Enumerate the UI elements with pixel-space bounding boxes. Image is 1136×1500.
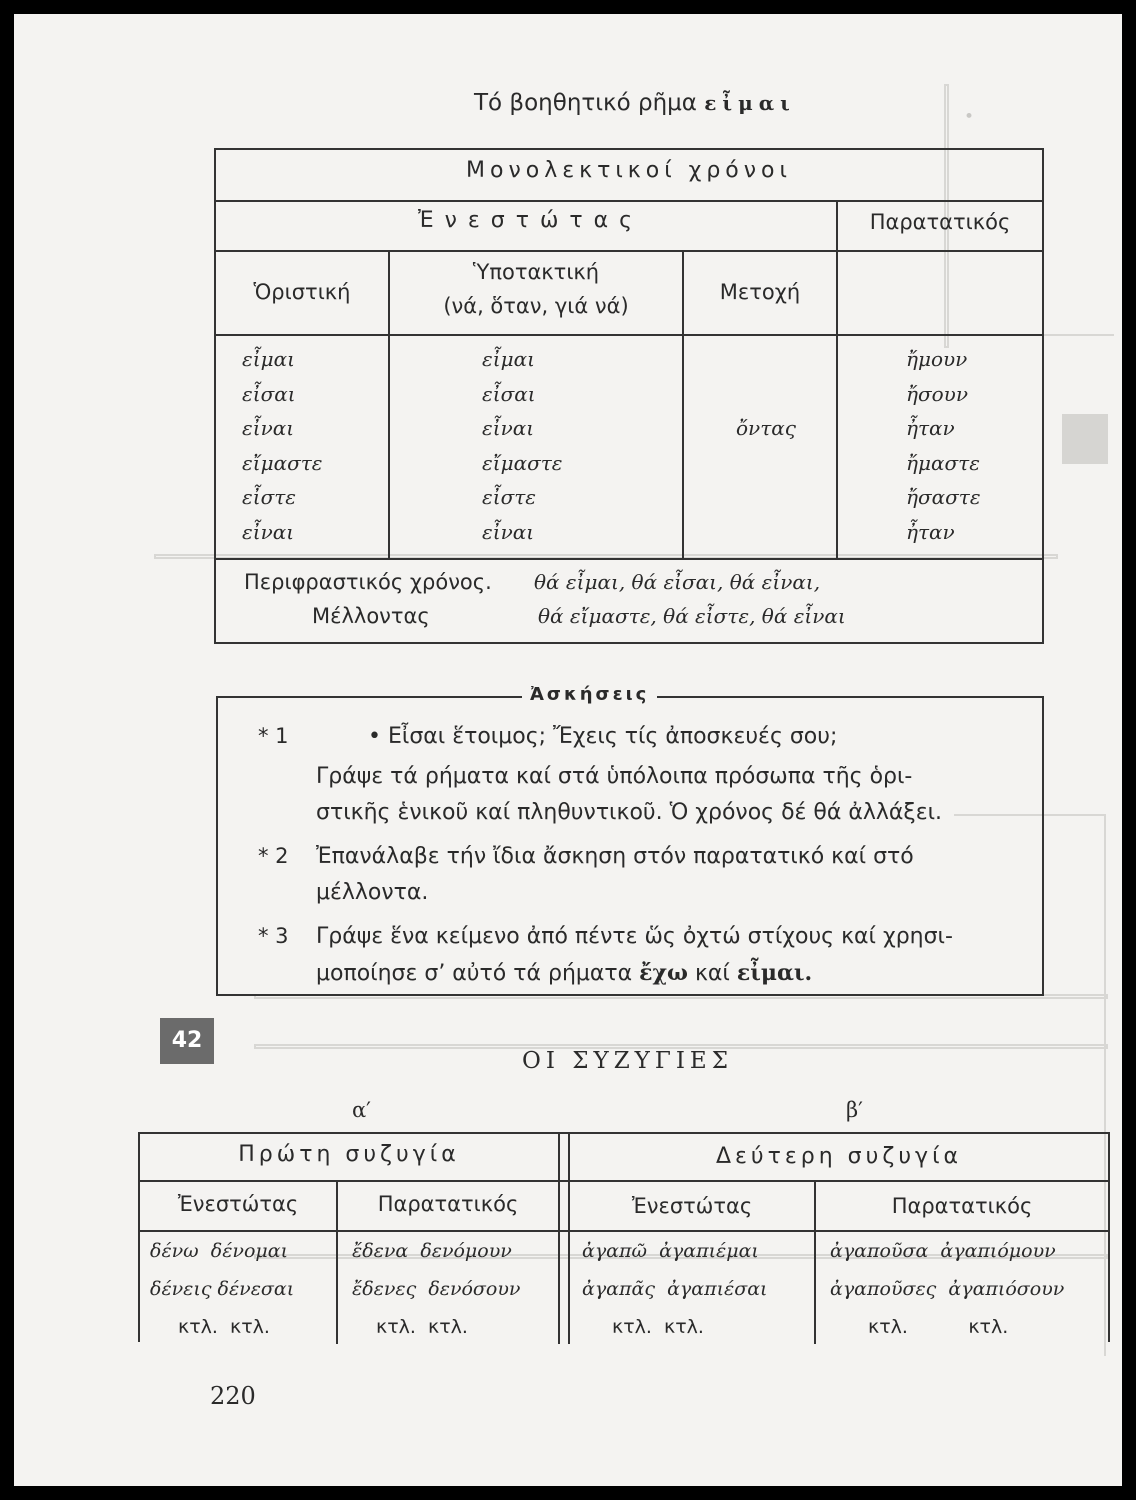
subjunctive-form: εἶσαι (482, 381, 536, 406)
indicative-form: εἶναι (242, 416, 295, 440)
exercises-title: Ἀσκήσεις (522, 684, 657, 705)
section-number-badge: 42 (160, 1018, 214, 1064)
imperfect-form: ἤσουν (906, 381, 968, 406)
col-subjunctive-note: (νά, ὅταν, γιά νά) (443, 294, 629, 318)
subjunctive-forms (482, 342, 563, 549)
first-imperfect-header: Παρατατικός (377, 1192, 519, 1216)
first-imperfect-row: κτλ. κτλ. (376, 1316, 468, 1338)
second-imperfect-row: ἀγαποῦσες ἀγαπιόσουν (830, 1278, 1065, 1300)
exercise-3-bold-verb-1: ἔχω (639, 960, 688, 986)
verb-table-title-verb: εἶμαι (704, 91, 796, 115)
second-present-row: ἀγαπῶ ἀγαπιέμαι (582, 1240, 759, 1262)
exercise-3-line-2 (316, 960, 812, 986)
header-simple-tenses: Μονολεκτικοί χρόνοι (466, 158, 792, 183)
subjunctive-form: εἶμαι (482, 347, 535, 371)
subjunctive-form: εἴμαστε (482, 450, 563, 475)
imperfect-form: ἤσαστε (906, 485, 981, 509)
exercise-1-line-1: • Εἶσαι ἕτοιμος; Ἔχεις τίς ἀποσκευές σου; (368, 724, 838, 749)
first-present-row: δένεις δένεσαι (150, 1278, 295, 1300)
periphrastic-label: Περιφραστικός χρόνος. (244, 570, 492, 594)
exercises-box (216, 684, 1044, 996)
second-imperfect-row: ἀγαποῦσα ἀγαπιόμουν (830, 1240, 1056, 1262)
exercise-1-marker: * 1 (258, 724, 289, 748)
label-first-conjugation: α′ (352, 1098, 371, 1122)
imperfect-forms (906, 342, 981, 549)
exercise-1-line-2: Γράψε τά ρήματα καί στά ὑπόλοιπα πρόσωπα τῆς ὁρι- (316, 764, 913, 789)
first-present-row: δένω δένομαι (150, 1240, 289, 1262)
indicative-form: εἶστε (242, 485, 297, 509)
second-conjugation-title: Δεύτερη συζυγία (715, 1144, 963, 1169)
subjunctive-form: εἶστε (482, 485, 537, 509)
second-present-row: κτλ. κτλ. (612, 1316, 704, 1338)
indicative-form: εἴμαστε (242, 450, 323, 475)
first-conjugation-title: Πρώτη συζυγία (238, 1142, 460, 1167)
col-indicative: Ὁριστική (253, 280, 351, 304)
exercise-3-line-2-prefix: μοποίησε σ’ αὐτό τά ρήματα (316, 961, 633, 986)
imperfect-form: ἤμαστε (906, 450, 980, 475)
exercise-3-line-1: Γράψε ἕνα κείμενο ἀπό πέντε ὥς ὀχτώ στίχους καί χρησι- (316, 924, 953, 949)
exercise-2-line-2: μέλλοντα. (316, 880, 429, 905)
second-imperfect-row: κτλ. κτλ. (868, 1316, 1009, 1338)
indicative-form: εἶναι (242, 519, 295, 544)
header-present: Ἐ ν ε σ τ ώ τ α ς (417, 208, 635, 233)
exercise-2-line-1: Ἐπανάλαβε τήν ἴδια ἄσκηση στόν παρατατικό καί στό (316, 844, 914, 869)
indicative-forms (242, 342, 323, 549)
exercise-3-connector: καί (694, 961, 730, 986)
verb-table-title-prefix: Τό βοηθητικό ρῆμα (474, 90, 697, 116)
imperfect-form: ἦταν (906, 519, 955, 544)
future-forms-line-2: θά εἴμαστε, θά εἶστε, θά εἶναι (538, 604, 846, 628)
indicative-form: εἶμαι (242, 347, 295, 371)
first-present-header: Ἐνεστώτας (177, 1192, 299, 1216)
future-label: Μέλλοντας (312, 604, 430, 628)
page-number: 220 (210, 1382, 256, 1410)
book-page: • Τό βοηθητικό ρῆμα εἶμαι Μονολεκτικοί χρόνοι Ἐ ν ε σ τ ώ τ α ς Παρατατικός Ὁριστική Ὑποτακτική (νά, ὅταν, γιά νά) Μετοχή εἶμαι εἶσαι εἶναι εἴμαστε εἶστε εἶναι εἶμαι εἶσαι εἶναι εἴμαστε εἶστε εἶναι ὄντας ἤμουν ἤσουν ἦταν ἤμαστε ἤσαστε ἦταν Περιφραστικός χρόνος. Μέλλοντας θά εἶμαι, θά εἶσαι, θά εἶναι, θά εἴμαστε, θά εἶστε, θά εἶναι Ἀσκήσεις * 1 • Εἶσαι ἕτοιμος; Ἔχεις τίς ἀποσκευές σου; Γράψε τά ρήματα καί στά ὑπόλοιπα πρόσωπα τῆς ὁρι- στικῆς ἑνικοῦ καί πληθυντικοῦ. Ὁ χρόνος δέ θά ἀλλάξει. * 2 Ἐπανάλαβε τήν ἴδια ἄσκηση στόν παρατατικό καί στό μέλλοντα. * 3 Γράψε ἕνα κείμενο ἀπό πέντε ὥς ὀχτώ στίχους καί χρησι- μοποίησε σ’ αὐτό τά ρήματα ἔχω καί εἶμαι. 42 ΟΙ ΣΥΖΥΓΙΕΣ α′ β′ Πρώτη συζυγία Δεύτερη συζυγία Ἐνεστώτας Παρατατικός Ἐνεστώτας Παρατατικός δένω δένομαι δένεις δένεσαι κτλ. κτλ. ἔδενα δενόμουν ἔδενες δενόσουν κτλ. κτλ. ἀγαπῶ ἀγαπιέμαι ἀγαπᾶς ἀγαπιέσαι κτλ. κτλ. ἀγαποῦσα ἀγαπιόμουν ἀγαποῦσες ἀγαπιόσουν κτλ. κτλ. 220 (14, 14, 1122, 1486)
exercise-1-line-3: στικῆς ἑνικοῦ καί πληθυντικοῦ. Ὁ χρόνος δέ θά ἀλλάξει. (316, 800, 943, 825)
exercise-2-marker: * 2 (258, 844, 289, 868)
exercise-3-bold-verb-2: εἶμαι. (736, 960, 813, 986)
verb-table (214, 148, 1044, 644)
first-present-row: κτλ. κτλ. (178, 1316, 270, 1338)
col-subjunctive: Ὑποτακτική (472, 260, 600, 284)
second-present-header: Ἐνεστώτας (631, 1194, 753, 1218)
subjunctive-form: εἶναι (482, 519, 535, 544)
header-imperfect: Παρατατικός (869, 210, 1011, 234)
section-title: ΟΙ ΣΥΖΥΓΙΕΣ (522, 1048, 733, 1074)
subjunctive-form: εἶναι (482, 416, 535, 440)
imperfect-form: ἤμουν (906, 347, 968, 371)
exercise-3-marker: * 3 (258, 924, 289, 948)
first-imperfect-row: ἔδενες δενόσουν (352, 1278, 521, 1300)
future-forms-line-1: θά εἶμαι, θά εἶσαι, θά εἶναι, (534, 570, 821, 594)
second-imperfect-header: Παρατατικός (891, 1194, 1033, 1218)
label-second-conjugation: β′ (846, 1098, 863, 1122)
second-present-row: ἀγαπᾶς ἀγαπιέσαι (582, 1278, 768, 1300)
first-imperfect-row: ἔδενα δενόμουν (352, 1240, 512, 1262)
conjugation-table (138, 1132, 1110, 1342)
verb-table-title (474, 90, 796, 116)
col-participle: Μετοχή (719, 280, 801, 304)
indicative-form: εἶσαι (242, 381, 296, 406)
imperfect-form: ἦταν (906, 416, 955, 440)
participle-form: ὄντας (736, 416, 796, 440)
